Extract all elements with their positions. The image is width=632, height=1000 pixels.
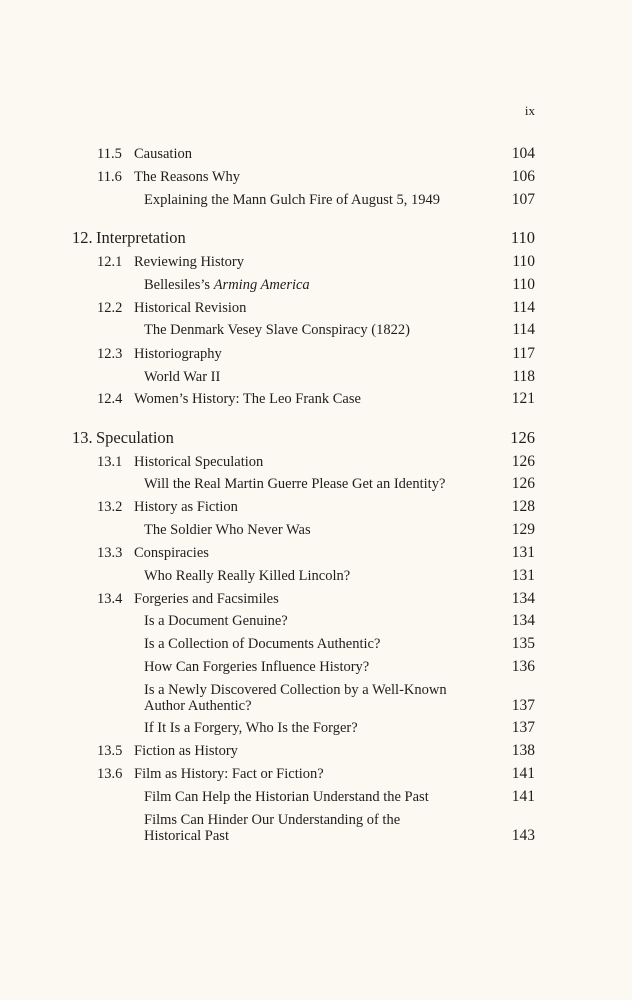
entry-page: 136 bbox=[511, 658, 535, 675]
entry-title: Forgeries and Facsimiles bbox=[134, 591, 279, 607]
section-number: 12.2 bbox=[97, 300, 123, 316]
entry-title: Is a Collection of Documents Authentic? bbox=[144, 636, 381, 652]
entry-page: 135 bbox=[511, 635, 535, 652]
entry-title: Fiction as History bbox=[134, 743, 238, 759]
entry-title: World War II bbox=[144, 369, 221, 385]
entry-page: 134 bbox=[511, 612, 535, 629]
section-number: 12.1 bbox=[97, 254, 123, 270]
entry-page: 129 bbox=[511, 521, 535, 538]
entry-page: 126 bbox=[510, 428, 535, 447]
entry-title: Causation bbox=[134, 146, 192, 162]
section-number: 13.6 bbox=[97, 766, 123, 782]
entry-page: 138 bbox=[511, 742, 535, 759]
entry-page: 114 bbox=[512, 299, 535, 316]
page-number: ix bbox=[524, 103, 535, 118]
entry-title: How Can Forgeries Influence History? bbox=[144, 659, 370, 675]
entry-page: 121 bbox=[511, 390, 535, 407]
entry-title-prefix: Bellesiles’s bbox=[144, 277, 214, 293]
entry-page: 141 bbox=[511, 765, 535, 782]
entry-title: History as Fiction bbox=[134, 499, 238, 515]
entry-title-line-2: Historical Past bbox=[144, 828, 229, 844]
entry-page: 137 bbox=[511, 719, 535, 736]
entry-page: 131 bbox=[511, 567, 535, 584]
entry-title: Who Really Really Killed Lincoln? bbox=[144, 568, 351, 584]
chapter-title: Interpretation bbox=[96, 228, 186, 247]
entry-page: 134 bbox=[511, 590, 535, 607]
entry-page: 126 bbox=[511, 475, 535, 492]
entry-title: Conspiracies bbox=[134, 545, 209, 561]
entry-page: 107 bbox=[511, 191, 535, 208]
entry-title: The Soldier Who Never Was bbox=[144, 522, 311, 538]
entry-page: 110 bbox=[512, 253, 535, 270]
entry-page: 131 bbox=[511, 544, 535, 561]
entry-title: Is a Document Genuine? bbox=[144, 613, 288, 629]
entry-title-line-1: Is a Newly Discovered Collection by a Well-Known bbox=[144, 682, 447, 698]
section-number: 13.3 bbox=[97, 545, 123, 561]
entry-title bbox=[144, 277, 484, 293]
entry-page: 110 bbox=[510, 228, 535, 247]
section-number: 13.4 bbox=[97, 591, 123, 607]
entry-title: If It Is a Forgery, Who Is the Forger? bbox=[144, 720, 358, 736]
entry-title: Historical Speculation bbox=[134, 454, 264, 470]
entry-title: Women’s History: The Leo Frank Case bbox=[134, 391, 361, 407]
entry-title: The Reasons Why bbox=[134, 169, 241, 185]
entry-page: 126 bbox=[511, 453, 535, 470]
section-number: 12.3 bbox=[97, 346, 123, 362]
entry-page: 106 bbox=[511, 168, 535, 185]
entry-title bbox=[144, 812, 484, 844]
entry-title-line-1: Films Can Hinder Our Understanding of the bbox=[144, 812, 401, 828]
section-number: 13.2 bbox=[97, 499, 123, 515]
entry-title: Historiography bbox=[134, 346, 222, 362]
entry-page: 118 bbox=[512, 368, 535, 385]
entry-page: 128 bbox=[511, 498, 535, 515]
entry-title: Film as History: Fact or Fiction? bbox=[134, 766, 324, 782]
section-number: 12.4 bbox=[97, 391, 123, 407]
section-number: 11.6 bbox=[97, 169, 122, 185]
chapter-number: 12. bbox=[72, 228, 93, 247]
entry-page: 114 bbox=[512, 321, 535, 338]
entry-title: Will the Real Martin Guerre Please Get an Identity? bbox=[144, 476, 446, 492]
entry-page: 104 bbox=[511, 145, 535, 162]
entry-title-italic: Arming America bbox=[213, 277, 310, 293]
chapter-title: Speculation bbox=[96, 428, 174, 447]
section-number: 13.5 bbox=[97, 743, 123, 759]
chapter-number: 13. bbox=[72, 428, 93, 447]
entry-title: Film Can Help the Historian Understand the Past bbox=[144, 789, 429, 805]
entry-title: Explaining the Mann Gulch Fire of August 5, 1949 bbox=[144, 192, 441, 208]
entry-page: 141 bbox=[511, 788, 535, 805]
entry-title: Historical Revision bbox=[134, 300, 247, 316]
section-number: 11.5 bbox=[97, 146, 122, 162]
entry-title: The Denmark Vesey Slave Conspiracy (1822) bbox=[144, 322, 410, 338]
entry-page: 143 bbox=[511, 827, 535, 844]
entry-title bbox=[144, 682, 484, 714]
entry-page: 110 bbox=[512, 276, 535, 293]
entry-title: Reviewing History bbox=[134, 254, 244, 270]
entry-title-line-2: Author Authentic? bbox=[144, 698, 252, 714]
entry-page: 117 bbox=[512, 345, 535, 362]
entry-page: 137 bbox=[511, 697, 535, 714]
section-number: 13.1 bbox=[97, 454, 123, 470]
